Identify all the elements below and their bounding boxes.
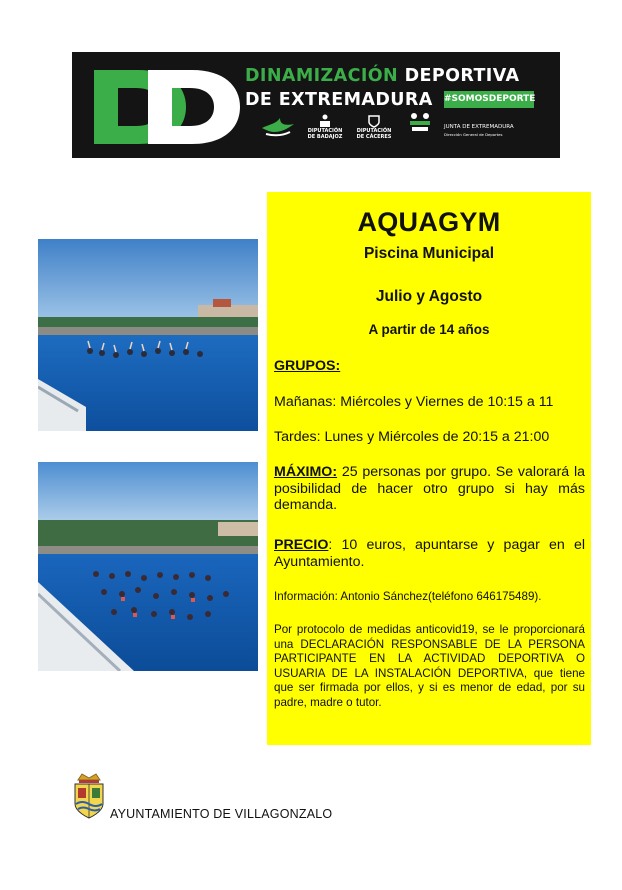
hashtag-badge: #SOMOSDEPORTE [444, 91, 534, 108]
diputacion-caceres-logo [352, 114, 396, 140]
diputacion-caceres-icon [367, 114, 381, 128]
footer-municipality: AYUNTAMIENTO DE VILLAGONZALO [110, 807, 333, 821]
diputacion-badajoz-icon [317, 114, 333, 128]
banner-title-line1 [245, 66, 519, 86]
banner-title-line2: DE EXTREMADURA [245, 90, 433, 110]
bird-logo [258, 114, 298, 140]
price-label: PRECIO [274, 537, 329, 553]
maximum-text: 25 personas por grupo. Se valorará la posibilidad de hacer otro grupo si hay más demanda. [274, 464, 585, 513]
maximum-label: MÁXIMO: [274, 464, 338, 480]
logo-caption-badajoz: DIPUTACIÓN DE BADAJOZ [307, 128, 343, 140]
pool-photo-2 [38, 462, 258, 671]
venue-subtitle: Piscina Municipal [363, 245, 495, 262]
fedemco-logo [404, 112, 436, 134]
evening-schedule: Tardes: Lunes y Miércoles de 20:15 a 21:00 [274, 429, 550, 445]
junta-subtitle: Dirección General de Deportes [444, 132, 503, 137]
dd-logo-icon [90, 66, 240, 148]
junta-logo [444, 124, 514, 138]
age-text: A partir de 14 años [368, 322, 490, 337]
price-text: : 10 euros, apuntarse y pagar en el Ayuntamiento. [274, 537, 585, 570]
bird-icon [260, 114, 296, 140]
header-banner [72, 52, 560, 158]
banner-title-green: DINAMIZACIÓN [245, 66, 399, 86]
logo-caption-caceres: DIPUTACIÓN DE CÁCERES [356, 128, 392, 140]
months-text: Julio y Agosto [375, 288, 483, 305]
morning-schedule: Mañanas: Miércoles y Viernes de 10:15 a 11 [274, 394, 554, 410]
diputacion-badajoz-logo [304, 114, 346, 140]
villagonzalo-crest-icon [70, 770, 108, 820]
junta-name: JUNTA DE EXTREMADURA [444, 124, 514, 130]
banner-title-white: DEPORTIVA [404, 66, 520, 86]
activity-title: AQUAGYM [357, 207, 501, 237]
fedemco-icon [406, 112, 434, 134]
covid-protocol-text: Por protocolo de medidas anticovid19, se le proporcionará una DECLARACIÓN RESPONSABLE DE LA PERSONA PARTICIPANTE EN LA ACTIVIDAD DEPORTIVA O USUARIA DE LA INSTALACIÓN DEPORTIVA, que tiene que ser firmada por ellos, y si es menor de edad, por su padre, madre o tutor. [274, 623, 585, 709]
price-paragraph [274, 537, 585, 570]
pool-photo-1 [38, 239, 258, 431]
contact-info: Información: Antonio Sánchez(teléfono 646175489). [274, 590, 542, 603]
activity-info-panel [267, 192, 591, 745]
groups-heading: GRUPOS: [274, 358, 341, 374]
maximum-paragraph [274, 464, 585, 514]
